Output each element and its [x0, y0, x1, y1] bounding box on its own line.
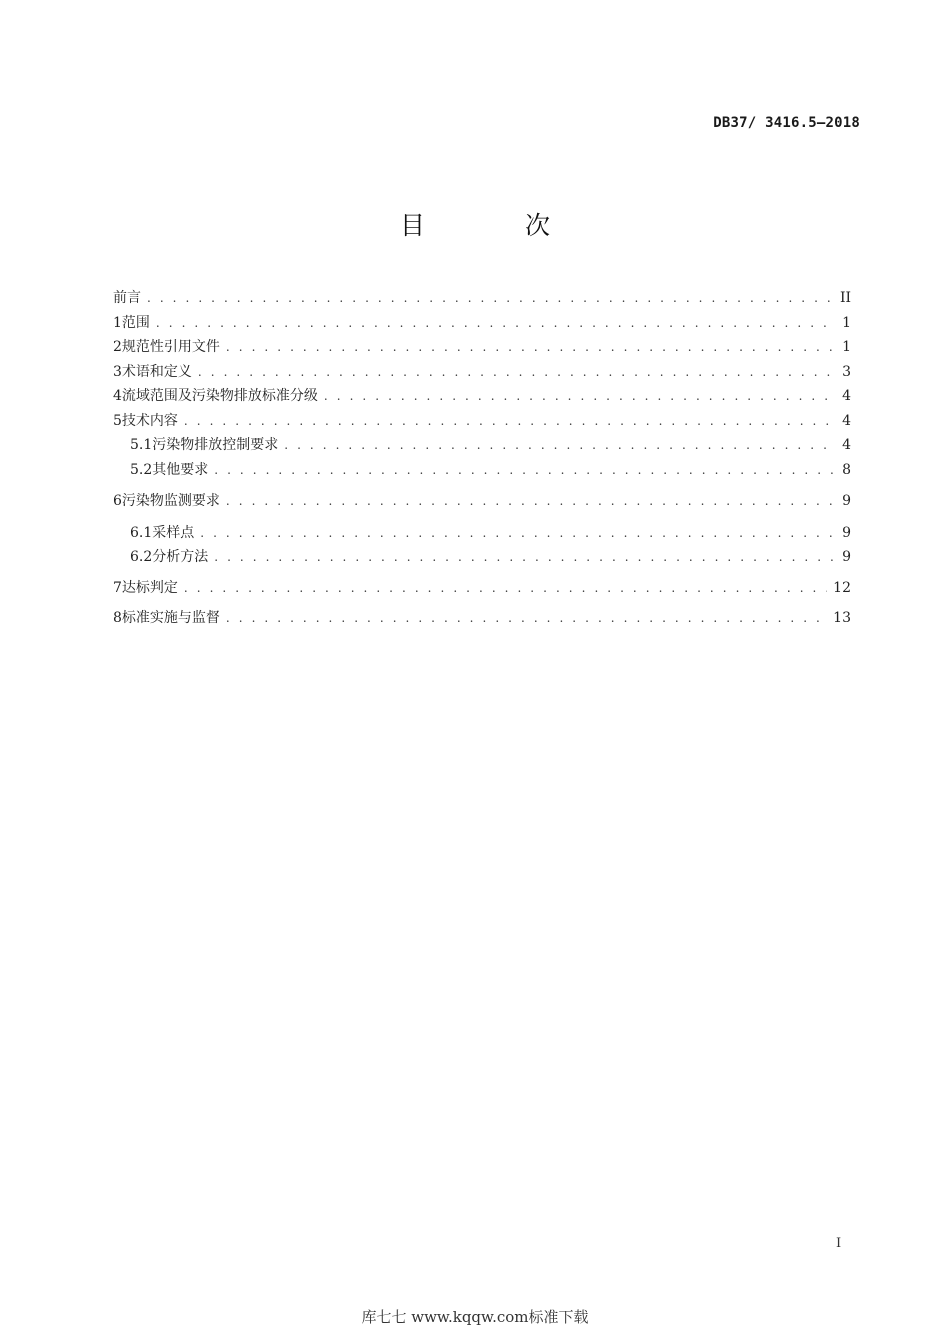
toc-entry-page: 1 — [842, 339, 851, 355]
toc-entry-5-2[interactable] — [113, 458, 851, 483]
toc-entry-foreword[interactable] — [113, 286, 851, 311]
toc-entry-number: 1 — [113, 314, 122, 331]
toc-entry-label: 采样点 — [152, 524, 195, 541]
toc-entry-page: 13 — [833, 610, 851, 626]
toc-entry-page: 4 — [842, 412, 851, 429]
toc-entry-number: 5.2 — [130, 461, 153, 478]
dot-leader — [226, 335, 833, 360]
standard-code: DB37/ 3416.5—2018 — [713, 115, 860, 131]
toc-entry-page: 9 — [842, 524, 851, 541]
toc-entry-page: 3 — [842, 363, 851, 380]
page-title: 目 次 — [400, 211, 596, 240]
toc-entry-number: 3 — [113, 363, 122, 380]
toc-entry-1[interactable] — [113, 311, 851, 336]
toc-entry-label: 术语和定义 — [121, 363, 192, 380]
toc-entry-label: 规范性引用文件 — [121, 339, 220, 355]
toc-entry-label: 标准实施与监督 — [121, 610, 220, 626]
toc-entry-label: 其他要求 — [152, 461, 209, 478]
toc-entry-number: 6.2 — [130, 549, 153, 565]
toc-entry-5[interactable] — [113, 409, 851, 434]
toc-entry-number: 6 — [113, 493, 122, 509]
toc-entry-number: 6.1 — [130, 524, 153, 541]
dot-leader — [284, 433, 833, 458]
toc-entry-5-1[interactable] — [113, 433, 851, 458]
table-of-contents — [113, 286, 851, 631]
toc-entry-6-2[interactable] — [113, 545, 851, 570]
dot-leader — [214, 545, 833, 570]
toc-entry-number: 5.1 — [130, 437, 153, 453]
dot-leader — [324, 384, 833, 409]
toc-entry-number: 5 — [113, 412, 122, 429]
toc-entry-number: 2 — [113, 339, 122, 355]
dot-leader — [147, 286, 833, 311]
toc-entry-label: 污染物监测要求 — [121, 493, 220, 509]
toc-entry-label: 前言 — [113, 290, 141, 306]
toc-entry-6[interactable] — [113, 489, 851, 514]
toc-entry-8[interactable] — [113, 606, 851, 631]
toc-entry-number: 7 — [113, 579, 122, 596]
toc-entry-number: 8 — [113, 610, 122, 626]
toc-entry-6-1[interactable] — [113, 521, 851, 546]
toc-entry-page: 4 — [842, 437, 851, 453]
toc-entry-3[interactable] — [113, 360, 851, 385]
dot-leader — [226, 606, 827, 631]
toc-entry-label: 分析方法 — [152, 549, 209, 565]
toc-entry-4[interactable] — [113, 384, 851, 409]
watermark-text: 库七七 www.kqqw.com标准下载 — [361, 1308, 589, 1326]
toc-entry-label: 技术内容 — [121, 412, 178, 429]
dot-leader — [200, 521, 833, 546]
toc-entry-page: 12 — [833, 579, 851, 596]
toc-entry-label: 达标判定 — [121, 579, 178, 596]
dot-leader — [226, 489, 833, 514]
toc-entry-label: 流域范围及污染物排放标准分级 — [121, 388, 318, 404]
dot-leader — [184, 409, 833, 434]
toc-entry-page: II — [839, 290, 851, 306]
dot-leader — [156, 311, 833, 336]
toc-entry-label: 污染物排放控制要求 — [152, 437, 279, 453]
toc-entry-page: 1 — [842, 314, 851, 331]
toc-entry-number: 4 — [113, 388, 122, 404]
dot-leader — [198, 360, 833, 385]
dot-leader — [184, 576, 827, 601]
toc-entry-label: 范围 — [121, 314, 150, 331]
toc-entry-page: 9 — [842, 549, 851, 565]
toc-entry-page: 9 — [842, 493, 851, 509]
toc-entry-2[interactable] — [113, 335, 851, 360]
toc-entry-page: 8 — [842, 461, 851, 478]
dot-leader — [214, 458, 833, 483]
page-number: I — [836, 1236, 842, 1251]
toc-entry-page: 4 — [842, 388, 851, 404]
toc-entry-7[interactable] — [113, 576, 851, 601]
